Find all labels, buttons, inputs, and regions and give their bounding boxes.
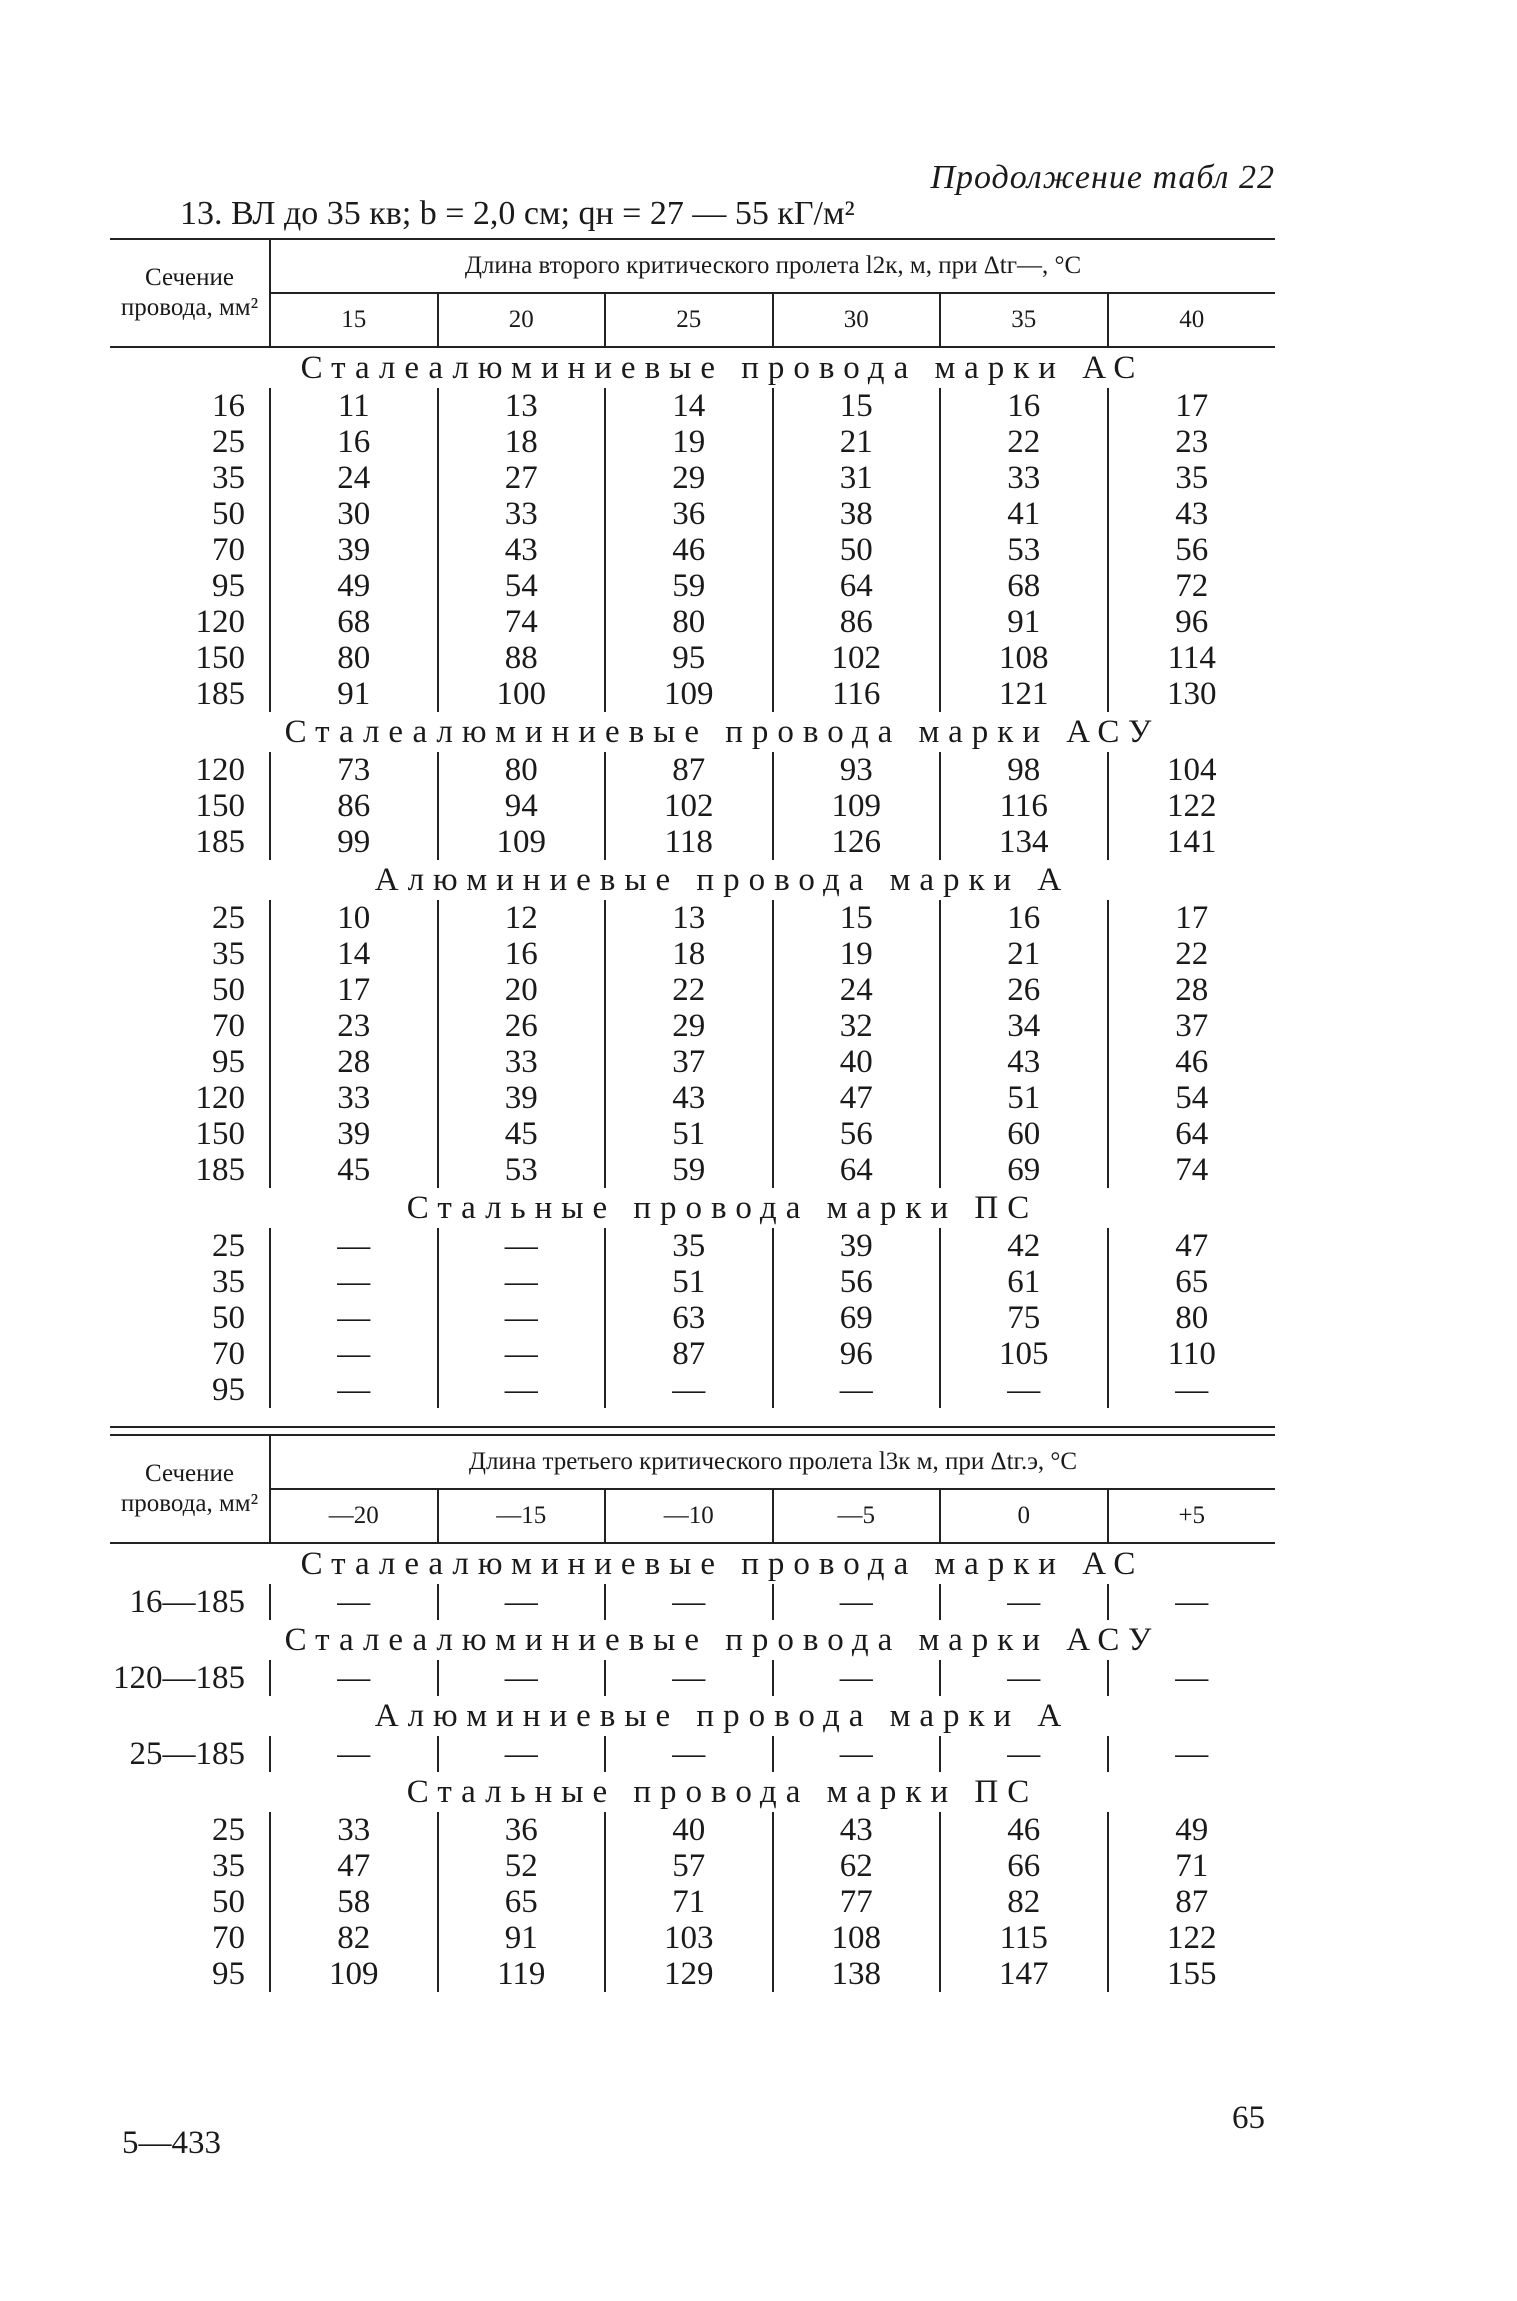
cell-value: —: [438, 1372, 606, 1408]
table-row: [110, 388, 1275, 424]
cell-value: 122: [1108, 788, 1276, 824]
cell-value: 115: [940, 1920, 1108, 1956]
cell-value: 22: [1108, 936, 1276, 972]
row-section: 35: [212, 1848, 245, 1884]
cell-value: 109: [270, 1956, 438, 1992]
cell-value: 91: [940, 604, 1108, 640]
cell-value: —: [940, 1660, 1108, 1696]
cell-value: 42: [940, 1228, 1108, 1264]
cell-value: 96: [1108, 604, 1276, 640]
row-section: 120: [195, 1080, 245, 1116]
group-title: Алюминиевые провода марки А: [374, 1698, 1071, 1734]
cell-value: 134: [940, 824, 1108, 860]
row-section: 35: [212, 1264, 245, 1300]
table-row: [110, 1956, 1275, 1992]
cell-value: 54: [1108, 1080, 1276, 1116]
cell-value: 104: [1108, 752, 1276, 788]
table-row: [110, 752, 1275, 788]
cell-value: —: [270, 1736, 438, 1772]
cell-value: —: [270, 1372, 438, 1408]
cell-value: 14: [270, 936, 438, 972]
cell-value: 71: [605, 1884, 773, 1920]
row-section: 70: [212, 1008, 245, 1044]
cell-value: —: [270, 1300, 438, 1336]
page-body: [110, 160, 1275, 1992]
table-row: [110, 1008, 1275, 1044]
cell-value: —: [270, 1228, 438, 1264]
cell-value: 17: [270, 972, 438, 1008]
row-section: 70: [212, 1920, 245, 1956]
cell-value: —: [438, 1660, 606, 1696]
table-body: [110, 348, 1275, 1408]
cell-value: 22: [940, 424, 1108, 460]
cell-value: 87: [605, 1336, 773, 1372]
table-row: [110, 1584, 1275, 1620]
row-section: 120: [195, 752, 245, 788]
cell-value: 29: [605, 1008, 773, 1044]
cell-value: 24: [270, 460, 438, 496]
cell-value: 22: [605, 972, 773, 1008]
table-row: [110, 1920, 1275, 1956]
cell-value: 126: [773, 824, 941, 860]
temperature-header: —15: [438, 1489, 606, 1543]
cell-value: 109: [438, 824, 606, 860]
table-row: [110, 676, 1275, 712]
cell-value: —: [1108, 1660, 1276, 1696]
group-title: Сталеалюминиевые провода марки АСУ: [284, 714, 1161, 750]
cell-value: 17: [1108, 388, 1276, 424]
cell-value: 47: [773, 1080, 941, 1116]
cell-value: 74: [438, 604, 606, 640]
cell-value: 121: [940, 676, 1108, 712]
cell-value: 32: [773, 1008, 941, 1044]
cell-value: 64: [773, 568, 941, 604]
cell-value: 16: [438, 936, 606, 972]
cell-value: 51: [605, 1264, 773, 1300]
cell-value: 39: [270, 1116, 438, 1152]
cell-value: 99: [270, 824, 438, 860]
group-title: Сталеалюминиевые провода марки АС: [300, 1546, 1145, 1582]
table-row: [110, 1336, 1275, 1372]
cell-value: 21: [940, 936, 1108, 972]
table-row: [110, 1812, 1275, 1848]
cell-value: 33: [270, 1812, 438, 1848]
cell-value: 108: [773, 1920, 941, 1956]
cell-value: 66: [940, 1848, 1108, 1884]
table-third-critical-span: [110, 1426, 1275, 1992]
table-header: [110, 1434, 1275, 1544]
cell-value: 105: [940, 1336, 1108, 1372]
cell-value: 118: [605, 824, 773, 860]
cell-value: 39: [773, 1228, 941, 1264]
table-row: [110, 460, 1275, 496]
temperature-header: —5: [773, 1489, 941, 1543]
row-section: 95: [212, 1044, 245, 1080]
cell-value: —: [1108, 1372, 1276, 1408]
cell-value: 18: [438, 424, 606, 460]
table-row: [110, 604, 1275, 640]
cell-value: 17: [1108, 900, 1276, 936]
cell-value: 53: [940, 532, 1108, 568]
row-section: 70: [212, 1336, 245, 1372]
table-header: [110, 238, 1275, 348]
cell-value: 65: [438, 1884, 606, 1920]
page-number: 65: [1232, 2100, 1265, 2136]
cell-value: 43: [940, 1044, 1108, 1080]
cell-value: 26: [438, 1008, 606, 1044]
cell-value: —: [773, 1584, 941, 1620]
cell-value: 69: [773, 1300, 941, 1336]
row-section: 50: [212, 1884, 245, 1920]
row-section: 50: [212, 972, 245, 1008]
cell-value: —: [270, 1660, 438, 1696]
table-row: [110, 1044, 1275, 1080]
row-section: 150: [195, 640, 245, 676]
cell-value: 116: [940, 788, 1108, 824]
cell-value: 40: [773, 1044, 941, 1080]
cell-value: 68: [270, 604, 438, 640]
cell-value: 47: [1108, 1228, 1276, 1264]
row-section: 95: [212, 1956, 245, 1992]
cell-value: 14: [605, 388, 773, 424]
row-section: 25: [212, 900, 245, 936]
row-section: 95: [212, 1372, 245, 1408]
row-section: 25: [212, 1228, 245, 1264]
cell-value: —: [438, 1300, 606, 1336]
table-row: [110, 1080, 1275, 1116]
cell-value: 64: [1108, 1116, 1276, 1152]
cell-value: 33: [438, 496, 606, 532]
cell-value: 33: [438, 1044, 606, 1080]
cell-value: 39: [270, 532, 438, 568]
cell-value: 51: [940, 1080, 1108, 1116]
row-section: 120: [195, 604, 245, 640]
cell-value: 116: [773, 676, 941, 712]
table-row: [110, 496, 1275, 532]
cell-value: 73: [270, 752, 438, 788]
temperature-header: 15: [341, 306, 367, 333]
cell-value: 98: [940, 752, 1108, 788]
cell-value: 43: [438, 532, 606, 568]
table-row: [110, 936, 1275, 972]
table-row: [110, 568, 1275, 604]
cell-value: 86: [773, 604, 941, 640]
cell-value: 26: [940, 972, 1108, 1008]
section-header: Сечение провода, мм²: [110, 1435, 270, 1543]
temperature-header: 20: [438, 293, 606, 347]
table-row: [110, 1884, 1275, 1920]
row-section: 185: [195, 676, 245, 712]
group-title: Стальные провода марки ПС: [406, 1190, 1039, 1226]
cell-value: —: [940, 1372, 1108, 1408]
cell-value: —: [438, 1228, 606, 1264]
cell-value: 108: [940, 640, 1108, 676]
table-body: [110, 1544, 1275, 1992]
cell-value: 72: [1108, 568, 1276, 604]
cell-value: 103: [605, 1920, 773, 1956]
row-section: 150: [195, 1116, 245, 1152]
cell-value: 77: [773, 1884, 941, 1920]
cell-value: 75: [940, 1300, 1108, 1336]
table-row: [110, 1264, 1275, 1300]
cell-value: 21: [773, 424, 941, 460]
cell-value: 16: [940, 388, 1108, 424]
cell-value: 109: [605, 676, 773, 712]
cell-value: —: [438, 1736, 606, 1772]
cell-value: 61: [940, 1264, 1108, 1300]
cell-value: 36: [438, 1812, 606, 1848]
cell-value: 62: [773, 1848, 941, 1884]
cell-value: 94: [438, 788, 606, 824]
cell-value: 114: [1108, 640, 1276, 676]
cell-value: 33: [940, 460, 1108, 496]
table-row: [110, 640, 1275, 676]
cell-value: —: [438, 1264, 606, 1300]
table-row: [110, 1228, 1275, 1264]
cell-value: 15: [773, 900, 941, 936]
cell-value: 80: [438, 752, 606, 788]
table-row: [110, 532, 1275, 568]
table-row: [110, 1372, 1275, 1408]
cell-value: 88: [438, 640, 606, 676]
cell-value: 155: [1108, 1956, 1276, 1992]
cell-value: 60: [940, 1116, 1108, 1152]
cell-value: 102: [605, 788, 773, 824]
cell-value: 96: [773, 1336, 941, 1372]
cell-value: 28: [1108, 972, 1276, 1008]
cell-value: 31: [773, 460, 941, 496]
cell-value: 138: [773, 1956, 941, 1992]
cell-value: 43: [773, 1812, 941, 1848]
cell-value: 51: [605, 1116, 773, 1152]
cell-value: 74: [1108, 1152, 1276, 1188]
cell-value: 13: [605, 900, 773, 936]
cell-value: 82: [270, 1920, 438, 1956]
table-row: [110, 972, 1275, 1008]
print-signature: 5—433: [122, 2125, 221, 2161]
cell-value: 20: [438, 972, 606, 1008]
table-row: [110, 1116, 1275, 1152]
cell-value: 147: [940, 1956, 1108, 1992]
cell-value: 24: [773, 972, 941, 1008]
span-caption: Длина третьего критического пролета l3к м, при Δtг.э, °С: [270, 1435, 1275, 1489]
cell-value: 19: [773, 936, 941, 972]
table-row: [110, 788, 1275, 824]
table-title: 13. ВЛ до 35 кв; b = 2,0 см; qн = 27 — 55 кГ/м²: [180, 195, 855, 232]
cell-value: —: [438, 1584, 606, 1620]
span-caption: Длина второго критического пролета l2к, м, при Δtг—, °С: [270, 239, 1275, 293]
cell-value: 46: [605, 532, 773, 568]
cell-value: 29: [605, 460, 773, 496]
cell-value: 50: [773, 532, 941, 568]
cell-value: 18: [605, 936, 773, 972]
cell-value: 87: [605, 752, 773, 788]
cell-value: 95: [605, 640, 773, 676]
cell-value: 43: [1108, 496, 1276, 532]
cell-value: 69: [940, 1152, 1108, 1188]
row-section: 70: [212, 532, 245, 568]
cell-value: 37: [1108, 1008, 1276, 1044]
cell-value: 86: [270, 788, 438, 824]
cell-value: 43: [605, 1080, 773, 1116]
cell-value: 87: [1108, 1884, 1276, 1920]
cell-value: —: [773, 1736, 941, 1772]
cell-value: 19: [605, 424, 773, 460]
cell-value: 122: [1108, 1920, 1276, 1956]
cell-value: 23: [1108, 424, 1276, 460]
table-second-critical-span: [110, 238, 1275, 1408]
cell-value: 33: [270, 1080, 438, 1116]
cell-value: 130: [1108, 676, 1276, 712]
cell-value: —: [605, 1736, 773, 1772]
cell-value: 36: [605, 496, 773, 532]
row-section: 185: [195, 1152, 245, 1188]
temperature-header: 40: [1108, 293, 1276, 347]
cell-value: 91: [270, 676, 438, 712]
cell-value: 23: [270, 1008, 438, 1044]
row-section: 50: [212, 496, 245, 532]
cell-value: 141: [1108, 824, 1276, 860]
cell-value: 16: [270, 424, 438, 460]
cell-value: —: [605, 1372, 773, 1408]
temperature-header: —20: [328, 1502, 379, 1529]
row-section: 150: [195, 788, 245, 824]
cell-value: 71: [1108, 1848, 1276, 1884]
cell-value: 109: [773, 788, 941, 824]
cell-value: 45: [270, 1152, 438, 1188]
cell-value: 102: [773, 640, 941, 676]
cell-value: 58: [270, 1884, 438, 1920]
temperature-header: 25: [605, 293, 773, 347]
temperature-header: —10: [605, 1489, 773, 1543]
cell-value: 100: [438, 676, 606, 712]
table-row: [110, 824, 1275, 860]
cell-value: —: [1108, 1736, 1276, 1772]
table-row: [110, 1736, 1275, 1772]
row-section: 25: [212, 1812, 245, 1848]
cell-value: 56: [1108, 532, 1276, 568]
cell-value: 13: [438, 388, 606, 424]
cell-value: 68: [940, 568, 1108, 604]
row-section: 35: [212, 460, 245, 496]
cell-value: 35: [605, 1228, 773, 1264]
table-row: [110, 1848, 1275, 1884]
cell-value: 63: [605, 1300, 773, 1336]
cell-value: 56: [773, 1116, 941, 1152]
cell-value: 16: [940, 900, 1108, 936]
table-row: [110, 424, 1275, 460]
cell-value: 49: [270, 568, 438, 604]
cell-value: —: [1108, 1584, 1276, 1620]
row-section: 25: [212, 424, 245, 460]
cell-value: 45: [438, 1116, 606, 1152]
cell-value: 38: [773, 496, 941, 532]
row-section: 16—185: [129, 1584, 245, 1620]
row-section: 35: [212, 936, 245, 972]
cell-value: 28: [270, 1044, 438, 1080]
group-title: Сталеалюминиевые провода марки АСУ: [284, 1622, 1161, 1658]
cell-value: 30: [270, 496, 438, 532]
cell-value: 59: [605, 1152, 773, 1188]
cell-value: 53: [438, 1152, 606, 1188]
cell-value: —: [270, 1336, 438, 1372]
cell-value: —: [773, 1660, 941, 1696]
row-section: 185: [195, 824, 245, 860]
table-row: [110, 1660, 1275, 1696]
cell-value: 52: [438, 1848, 606, 1884]
table-row: [110, 1152, 1275, 1188]
cell-value: —: [605, 1660, 773, 1696]
cell-value: 91: [438, 1920, 606, 1956]
cell-value: 54: [438, 568, 606, 604]
cell-value: 49: [1108, 1812, 1276, 1848]
cell-value: 65: [1108, 1264, 1276, 1300]
cell-value: 46: [940, 1812, 1108, 1848]
cell-value: 40: [605, 1812, 773, 1848]
cell-value: 64: [773, 1152, 941, 1188]
cell-value: 129: [605, 1956, 773, 1992]
cell-value: 93: [773, 752, 941, 788]
cell-value: 110: [1108, 1336, 1276, 1372]
cell-value: —: [270, 1264, 438, 1300]
row-section: 16: [212, 388, 245, 424]
cell-value: 57: [605, 1848, 773, 1884]
row-section: 120—185: [113, 1660, 245, 1696]
cell-value: 39: [438, 1080, 606, 1116]
table-row: [110, 1300, 1275, 1336]
cell-value: 80: [605, 604, 773, 640]
cell-value: 80: [1108, 1300, 1276, 1336]
row-section: 25—185: [129, 1736, 245, 1772]
cell-value: 56: [773, 1264, 941, 1300]
cell-value: 37: [605, 1044, 773, 1080]
table-row: [110, 900, 1275, 936]
cell-value: 12: [438, 900, 606, 936]
cell-value: —: [270, 1584, 438, 1620]
cell-value: 34: [940, 1008, 1108, 1044]
group-title: Стальные провода марки ПС: [406, 1774, 1039, 1810]
continuation-label: Продолжение табл 22: [930, 159, 1275, 196]
cell-value: 47: [270, 1848, 438, 1884]
cell-value: 41: [940, 496, 1108, 532]
cell-value: 15: [773, 388, 941, 424]
cell-value: 35: [1108, 460, 1276, 496]
cell-value: 82: [940, 1884, 1108, 1920]
temperature-header: 0: [940, 1489, 1108, 1543]
cell-value: —: [605, 1584, 773, 1620]
cell-value: 59: [605, 568, 773, 604]
temperature-header: +5: [1108, 1489, 1276, 1543]
cell-value: 80: [270, 640, 438, 676]
group-title: Алюминиевые провода марки А: [374, 862, 1071, 898]
row-section: 95: [212, 568, 245, 604]
cell-value: —: [940, 1736, 1108, 1772]
cell-value: 10: [270, 900, 438, 936]
cell-value: —: [773, 1372, 941, 1408]
group-title: Сталеалюминиевые провода марки АС: [300, 350, 1145, 386]
temperature-header: 35: [940, 293, 1108, 347]
cell-value: 11: [270, 388, 438, 424]
row-section: 50: [212, 1300, 245, 1336]
section-header: Сечение провода, мм²: [110, 239, 270, 347]
cell-value: —: [438, 1336, 606, 1372]
cell-value: 46: [1108, 1044, 1276, 1080]
cell-value: 27: [438, 460, 606, 496]
cell-value: 119: [438, 1956, 606, 1992]
cell-value: —: [940, 1584, 1108, 1620]
temperature-header: 30: [773, 293, 941, 347]
